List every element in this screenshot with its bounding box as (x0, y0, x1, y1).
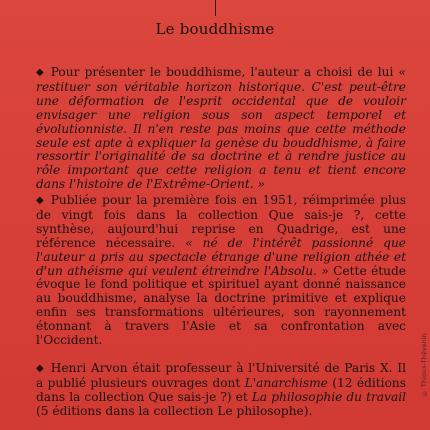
diamond-bullet-icon: ◆ (36, 67, 44, 78)
p3-work-2: La philosophie du travail (251, 389, 407, 404)
p1-quote: « restituer son véritable horizon historique. C'est peut-être une déformation de l'esprit occidental que de vouloir envisager une religion sous son aspect temporel et évolutionniste. Il n'en reste pas moins que cette méthode seule est apte à expliquer la genèse du bouddhisme, à faire ressortir l'originalité de sa doctrine et à rendre justice au rôle important que cette religion a tenu et tient encore dans l'histoire de l'Extrême-Orient. » (36, 65, 406, 192)
p2-tail: Cette étude évoque le fond politique et spirituel ayant donné naissance au bouddhisme, analyse la doctrine primitive et explique enfin ses transformations ultérieures, son rayonnement étonnant à travers l'Asie et sa confrontation avec l'Occident. (36, 263, 406, 348)
p2-lead: Publiée pour la première fois en 1951, réimprimée plus de vingt fois dans la collection Que sais-je ?, cette synthèse, aujourd'hui reprise en Quadrige, est une référence nécessaire. (36, 193, 406, 250)
diamond-bullet-icon: ◆ (36, 363, 44, 374)
description-paragraph-1 (36, 66, 406, 192)
p3-work-1: L'anarchisme (244, 375, 328, 390)
book-title: Le bouddhisme (155, 20, 275, 38)
description-paragraph-2 (36, 194, 406, 348)
diamond-bullet-icon: ◆ (36, 195, 44, 206)
p3-mid: (12 éditions dans la collection Que sais-je ?) et (36, 375, 407, 404)
p1-lead: Pour présenter le bouddhisme, l'auteur a choisi de lui (50, 65, 394, 79)
p3-tail: (5 éditions dans la collection Le philosophe). (36, 403, 313, 418)
p2-quote: « né de l'intérêt passionné que l'auteur a pris au spectacle étrange d'une religion athée et d'un athéisme qui veulent étreindre l'Absolu. » (36, 235, 407, 278)
top-divider (215, 0, 216, 16)
author-bio-paragraph (36, 362, 406, 419)
p3-lead: Henri Arvon était professeur à l'Université de Paris X. Il a publié plusieurs ouvrages dont (36, 361, 406, 390)
photo-credit: © Thioux-Thévenin (421, 332, 428, 396)
